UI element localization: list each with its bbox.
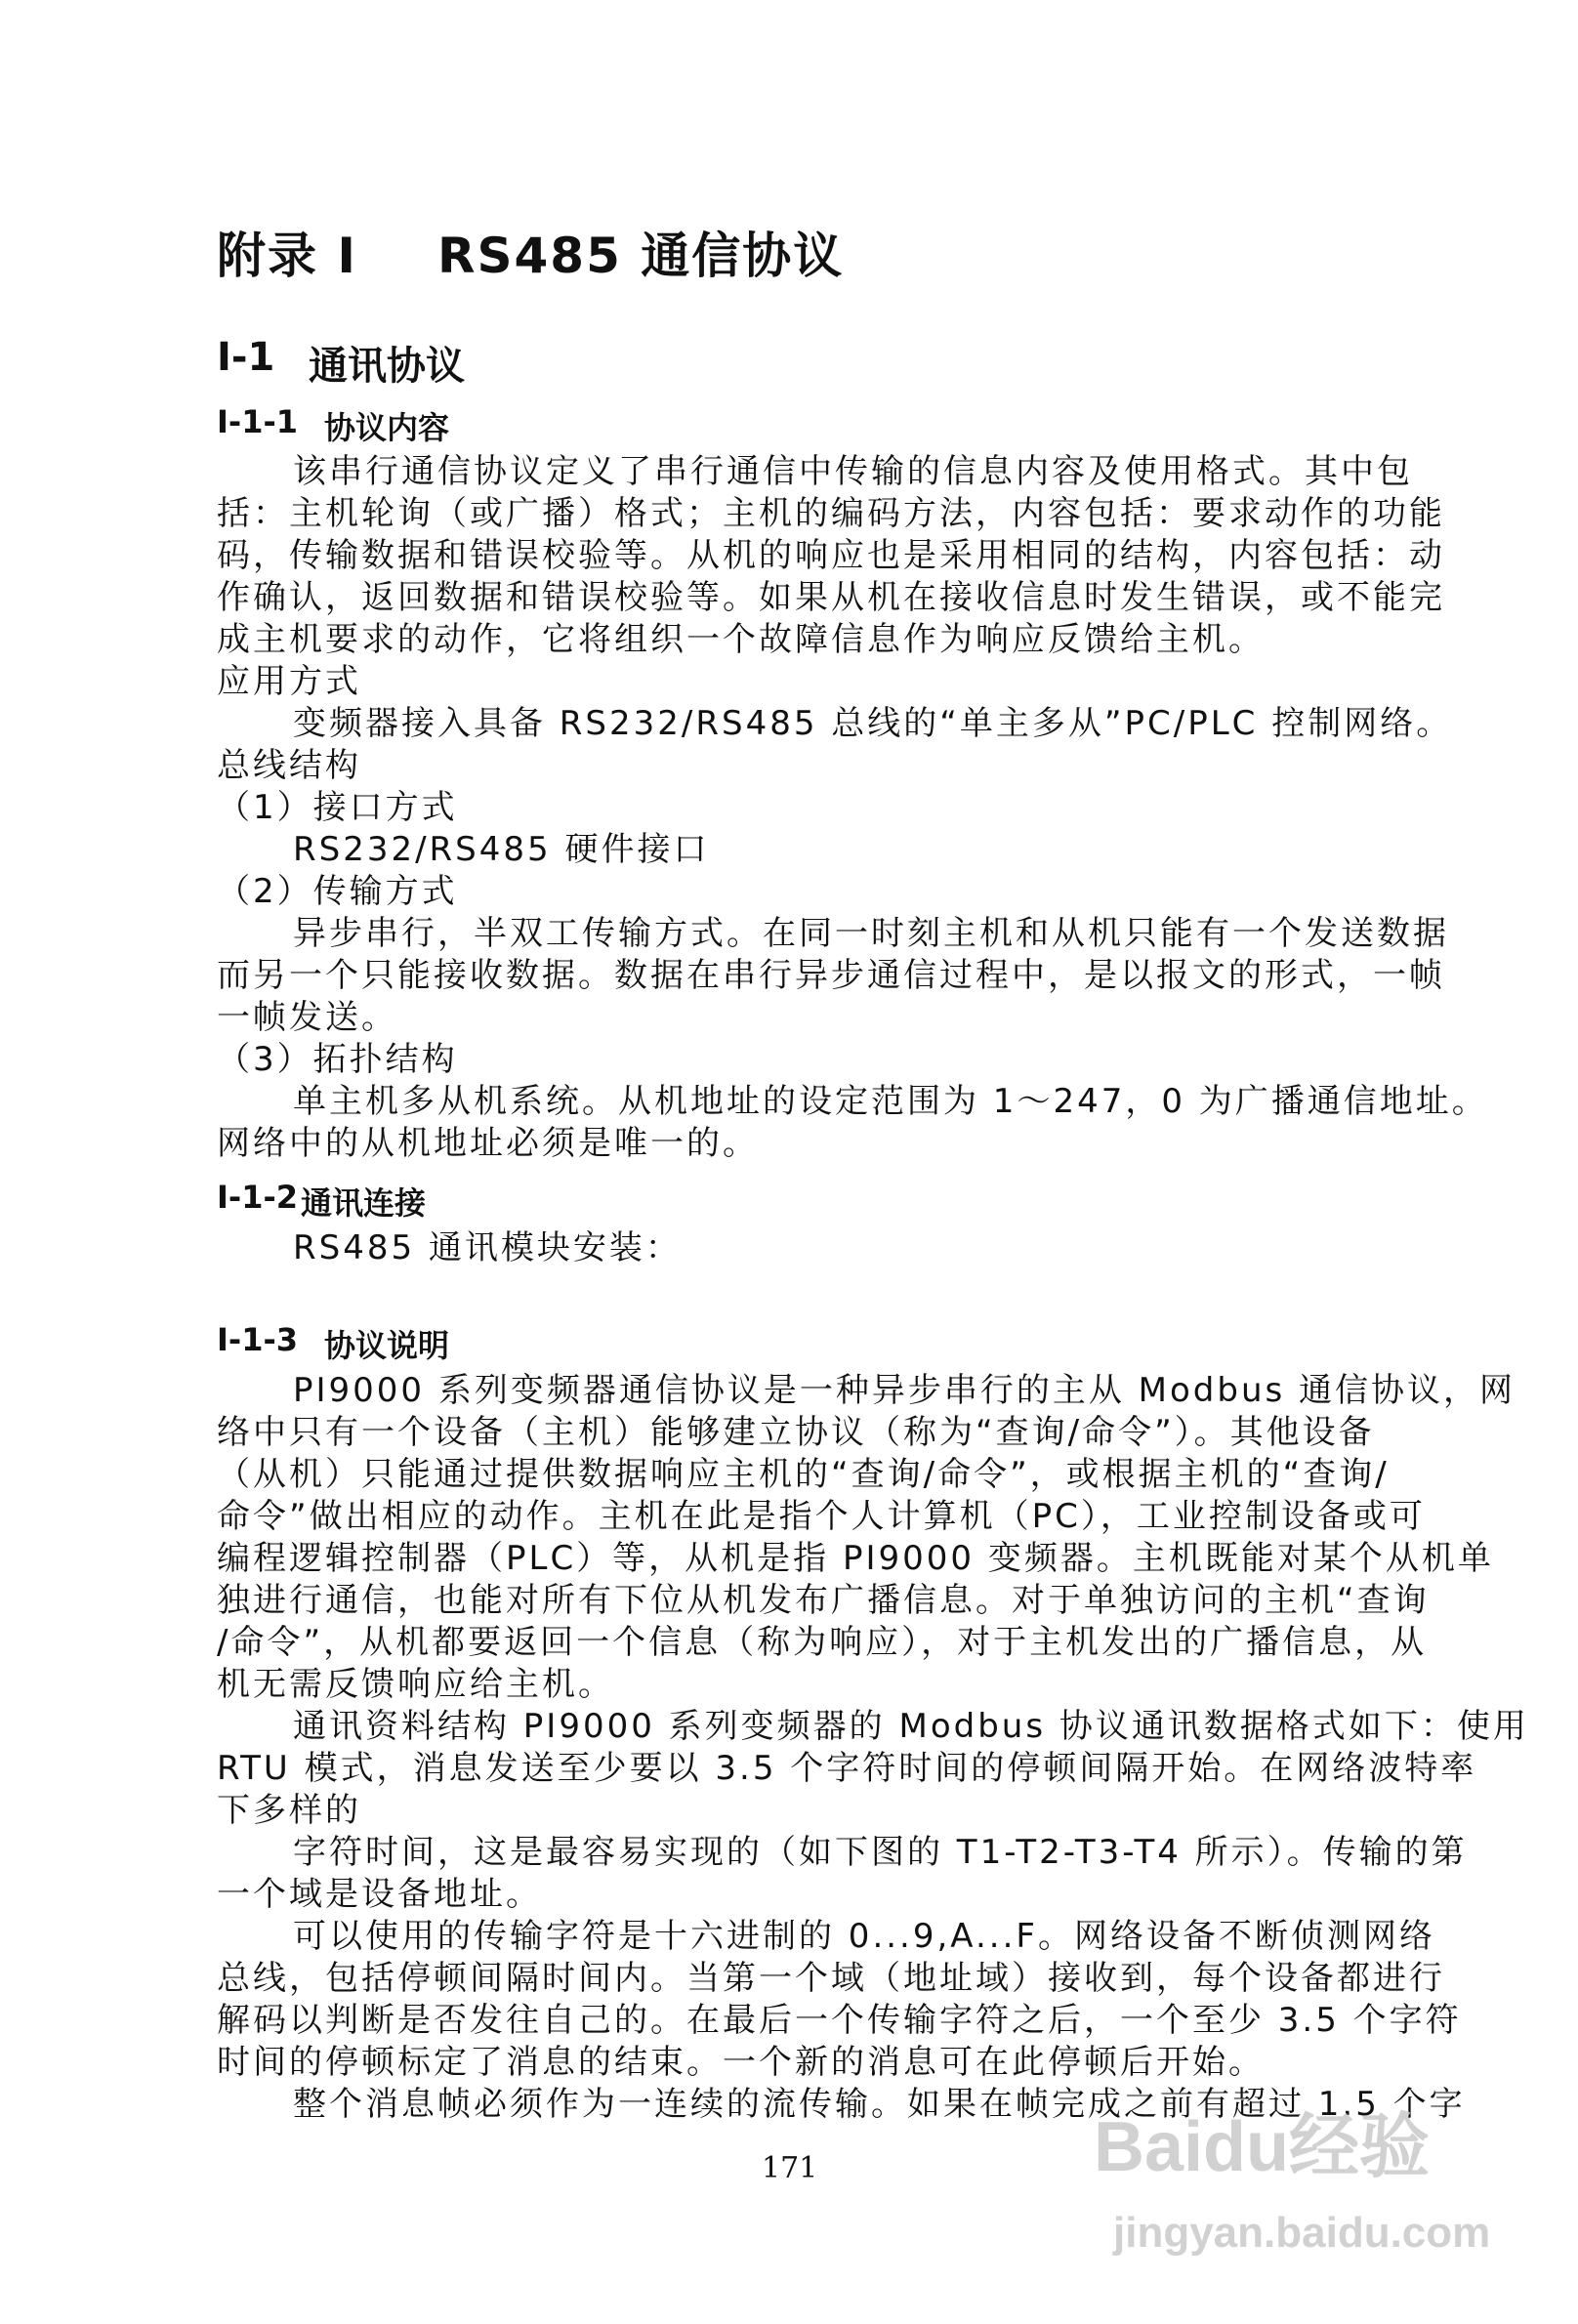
paragraph-line: 通讯资料结构 PI9000 系列变频器的 Modbus 协议通讯数据格式如下：使用 [293,1707,1529,1746]
section-title: 通讯协议 [309,344,465,389]
appendix-title: RS485 通信协议 [437,228,845,284]
paragraph-line: 可以使用的传输字符是十六进制的 0...9,A...F。网络设备不断侦测网络 [293,1917,1435,1956]
paragraph-line: 单主机多从机系统。从机地址的设定范围为 1～247，0 为广播通信地址。 [293,1082,1488,1121]
paragraph-line: 一个域是设备地址。 [217,1875,542,1914]
subsection-title: 协议内容 [324,409,450,446]
paragraph-line: RTU 模式，消息发送至少要以 3.5 个字符时间的停顿间隔开始。在网络波特率 [217,1749,1477,1788]
subsection-number: I-1-1 [217,403,298,440]
subsection-title: 协议说明 [324,1327,450,1364]
paragraph-line: /命令”，从机都要返回一个信息（称为响应），对于主机发出的广播信息，从 [217,1623,1428,1662]
list-item-title: （1）接口方式 [217,788,458,827]
paragraph-line: 时间的停顿标定了消息的结束。一个新的消息可在此停顿后开始。 [217,2043,1265,2082]
baidu-watermark-logo: Baidu经验 [1094,2108,1431,2186]
paragraph-line: 络中只有一个设备（主机）能够建立协议（称为“查询/命令”）。其他设备 [217,1413,1375,1452]
paragraph-line: 独进行通信，也能对所有下位从机发布广播信息。对于单独访问的主机“查询 [217,1581,1430,1620]
paragraph-line: PI9000 系列变频器通信协议是一种异步串行的主从 Modbus 通信协议，网 [293,1371,1516,1410]
appendix-label: 附录 I [217,228,358,284]
paragraph-line: 成主机要求的动作，它将组织一个故障信息作为响应反馈给主机。 [217,620,1265,659]
list-item-title: （2）传输方式 [217,872,458,911]
paragraph-line: 作确认，返回数据和错误校验等。如果从机在接收信息时发生错误，或不能完 [217,578,1445,617]
baidu-watermark-url: jingyan.baidu.com [1113,2209,1491,2257]
page-number: 171 [762,2151,818,2185]
paragraph-line: 一帧发送。 [217,998,397,1037]
paragraph-line: 解码以判断是否发往自己的。在最后一个传输字符之后，一个至少 3.5 个字符 [217,2001,1462,2040]
paragraph-line: 而另一个只能接收数据。数据在串行异步通信过程中，是以报文的形式，一帧 [217,956,1445,995]
paragraph-line: 命令”做出相应的动作。主机在此是指个人计算机（PC），工业控制设备或可 [217,1497,1426,1536]
section-number: I-1 [217,335,275,380]
label-heading: 应用方式 [217,662,361,701]
paragraph-line: 变频器接入具备 RS232/RS485 总线的“单主多从”PC/PLC 控制网络。 [293,704,1453,743]
paragraph-line: RS485 通讯模块安装： [293,1228,682,1267]
paragraph-line: RS232/RS485 硬件接口 [293,830,710,869]
subsection-number: I-1-3 [217,1321,298,1358]
paragraph-line: 机无需反馈响应给主机。 [217,1665,614,1704]
label-heading: 总线结构 [217,746,361,785]
paragraph-line: 码，传输数据和错误校验等。从机的响应也是采用相同的结构，内容包括：动 [217,536,1445,575]
paragraph-line: （从机）只能通过提供数据响应主机的“查询/命令”，或根据主机的“查询/ [217,1455,1390,1494]
paragraph-line: 下多样的 [217,1791,361,1830]
paragraph-line: 整个消息帧必须作为一连续的流传输。如果在帧完成之前有超过 1.5 个字 [293,2085,1466,2124]
list-item-title: （3）拓扑结构 [217,1040,458,1079]
subsection-number: I-1-2 [217,1179,298,1216]
paragraph-line: 总线，包括停顿间隔时间内。当第一个域（地址域）接收到，每个设备都进行 [217,1959,1445,1998]
paragraph-line: 网络中的从机地址必须是唯一的。 [217,1124,759,1163]
paragraph-line: 异步串行，半双工传输方式。在同一时刻主机和从机只能有一个发送数据 [293,914,1449,953]
paragraph-line: 字符时间，这是最容易实现的（如下图的 T1-T2-T3-T4 所示）。传输的第 [293,1833,1468,1872]
paragraph-line: 括：主机轮询（或广播）格式；主机的编码方法，内容包括：要求动作的功能 [217,494,1445,533]
subsection-title: 通讯连接 [301,1184,427,1222]
paragraph-line: 编程逻辑控制器（PLC）等，从机是指 PI9000 变频器。主机既能对某个从机单 [217,1539,1494,1578]
paragraph-line: 该串行通信协议定义了串行通信中传输的信息内容及使用格式。其中包 [293,452,1413,491]
